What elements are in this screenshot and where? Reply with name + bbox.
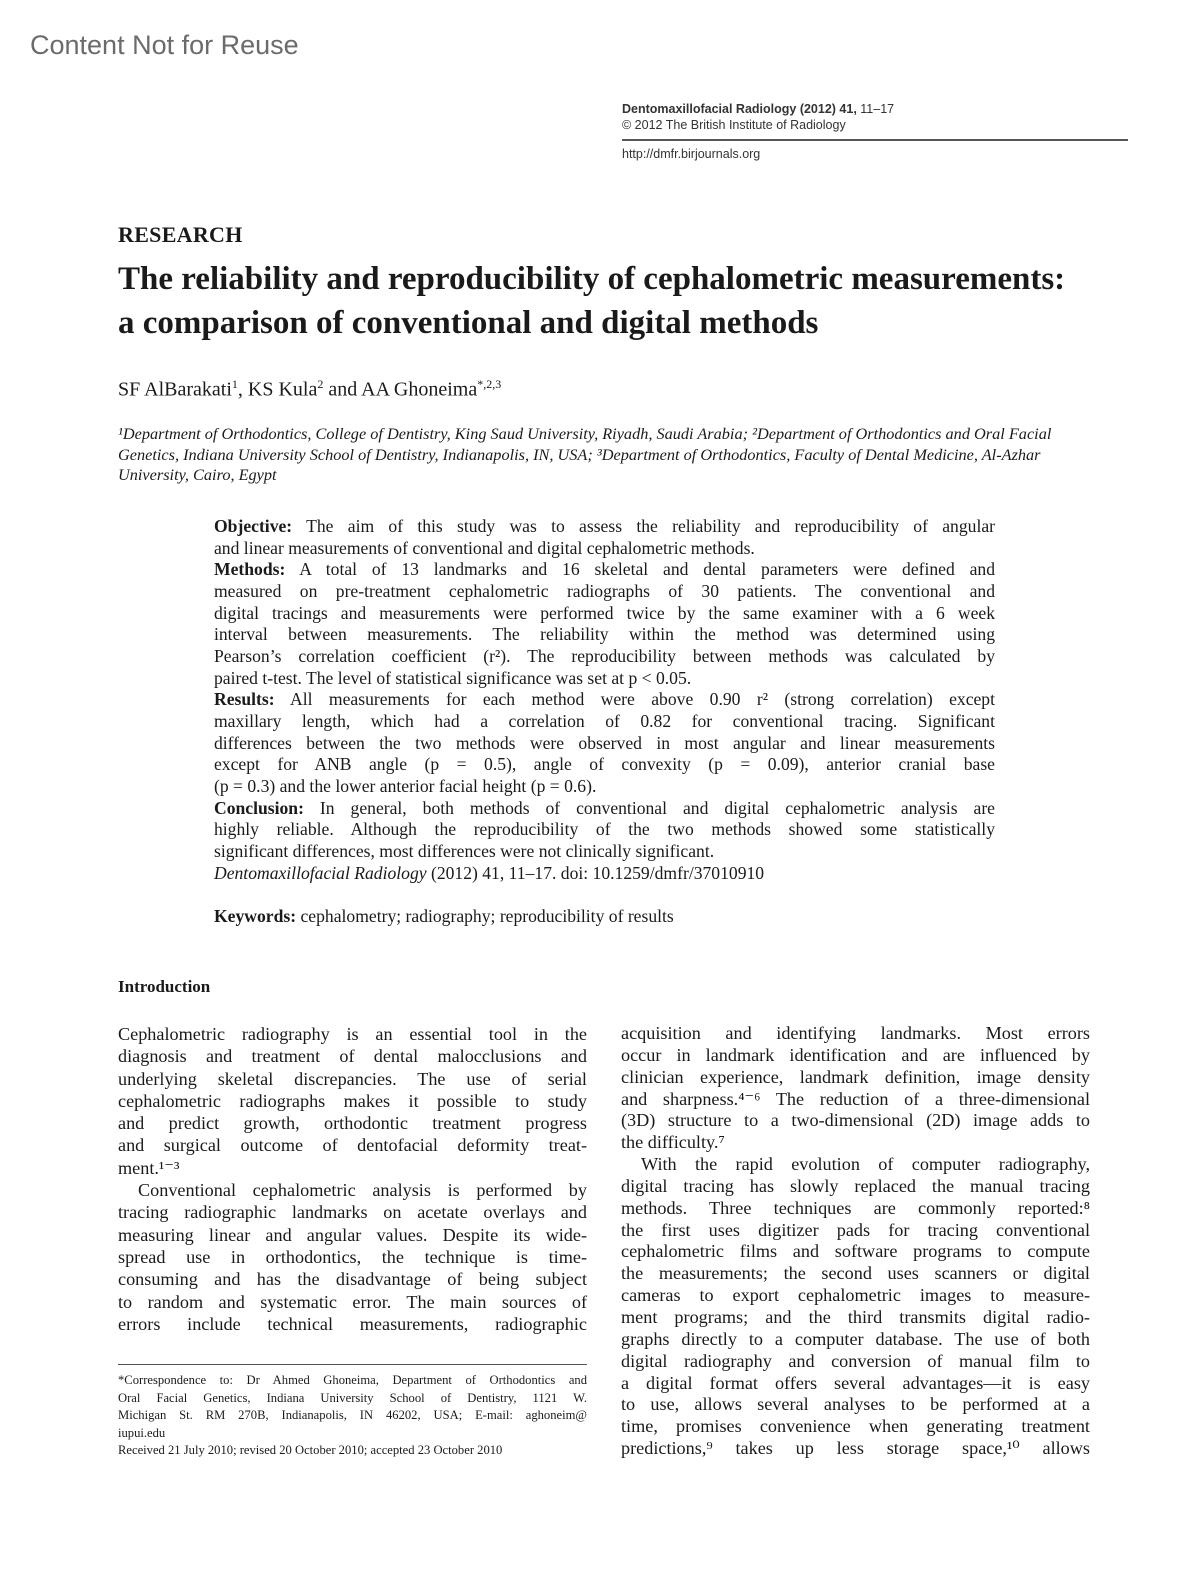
- author-name: KS Kula: [247, 378, 318, 401]
- author-separator: ,: [237, 378, 248, 401]
- line-text: Received 21 July 2010; revised 20 October 2010; accepted 23 October 2010: [118, 1443, 503, 1457]
- journal-name: Dentomaxillofacial Radiology: [214, 862, 427, 883]
- line-text: methods. Three techniques are commonly reported:⁸: [621, 1197, 1090, 1218]
- text-line: [621, 1132, 1090, 1154]
- author-affiliation-marker: 1: [231, 377, 238, 391]
- author-name: AA Ghoneima: [361, 378, 478, 401]
- line-text: graphs directly to a computer database. The use of both: [621, 1328, 1090, 1349]
- text-line: [621, 1198, 1090, 1220]
- text-line: [118, 1425, 587, 1443]
- affiliations: ¹Department of Orthodontics, College of Dentistry, King Saud University, Riyadh, Saudi Arabia; ²Department of Orthodontics and Oral Facial Genetics, Indiana University School of Dentistry, Indianapolis, IN, USA; ³Department of Orthodontics, Faculty of Dental Medicine, Al-Azhar University, Cairo, Egypt: [118, 424, 1052, 484]
- text-line: [214, 603, 995, 625]
- line-text: the measurements; the second uses scanners or digital: [621, 1263, 1090, 1284]
- line-text: diagnosis and treatment of dental malocclusions and: [118, 1046, 587, 1067]
- text-line: [118, 1390, 587, 1408]
- abstract-label: Methods:: [214, 559, 286, 580]
- text-line: [621, 1241, 1090, 1263]
- line-text: paired t-test. The level of statistical significance was set at p < 0.05.: [214, 667, 692, 688]
- line-text: In general, both methods of conventional and digital cephalometric analysis are: [303, 797, 995, 818]
- body-column-right: [621, 1023, 1090, 1460]
- text-line: [214, 798, 995, 820]
- text-line: [214, 863, 995, 885]
- text-line: [621, 1351, 1090, 1373]
- text-line: [214, 754, 995, 776]
- line-text: and surgical outcome of dentofacial deformity treat-: [118, 1135, 587, 1156]
- line-text: acquisition and identifying landmarks. Most errors: [621, 1023, 1090, 1043]
- abstract-label: Conclusion:: [214, 797, 304, 818]
- line-text: differences between the two methods were observed in most angular and linear measurements: [214, 732, 995, 753]
- text-line: [118, 1157, 587, 1179]
- text-line: [621, 1089, 1090, 1111]
- line-text: the difficulty.⁷: [621, 1132, 725, 1153]
- line-text: Michigan St. RM 270B, Indianapolis, IN 46202, USA; E-mail: aghoneim@: [118, 1408, 587, 1422]
- line-text: errors include technical measurements, radiographic: [118, 1313, 587, 1334]
- text-line: [621, 1110, 1090, 1132]
- text-line: [214, 733, 995, 755]
- abstract-label: Results:: [214, 689, 275, 710]
- line-text: the first uses digitizer pads for tracing conventional: [621, 1219, 1090, 1240]
- text-line: [214, 559, 995, 581]
- line-text: consuming and has the disadvantage of being subject: [118, 1269, 587, 1290]
- text-line: [214, 841, 995, 863]
- copyright: © 2012 The British Institute of Radiology: [622, 118, 846, 132]
- line-text: iupui.edu: [118, 1425, 166, 1440]
- line-text: Pearson’s correlation coefficient (r²). The reproducibility between methods was calculated by: [214, 645, 995, 666]
- text-line: [214, 538, 995, 560]
- text-line: [118, 1268, 587, 1290]
- line-text: to random and systematic error. The main sources of: [118, 1291, 587, 1312]
- text-line: [621, 1154, 1090, 1176]
- line-text: measured on pre-treatment cephalometric radiographs of 30 patients. The conventional and: [214, 580, 995, 601]
- text-line: [118, 1068, 587, 1090]
- text-line: [118, 1442, 587, 1460]
- line-text: and sharpness.⁴⁻⁶ The reduction of a three-dimensional: [621, 1088, 1090, 1109]
- text-line: [214, 581, 995, 603]
- author-name: SF AlBarakati: [118, 378, 232, 401]
- text-line: [118, 1090, 587, 1112]
- text-line: [621, 1067, 1090, 1089]
- line-text: (p = 0.3) and the lower anterior facial height (p = 0.6).: [214, 775, 597, 796]
- abstract: [214, 516, 995, 884]
- text-line: [118, 1179, 587, 1201]
- author-affiliation-marker: *,2,3: [477, 377, 502, 391]
- line-text: cameras to export cephalometric images to measure-: [621, 1285, 1090, 1306]
- text-line: [214, 624, 995, 646]
- line-text: to use, allows several analyses to be performed at a: [621, 1394, 1090, 1415]
- line-text: except for ANB angle (p = 0.5), angle of convexity (p = 0.09), anterior cranial base: [214, 754, 995, 775]
- journal-citation: Dentomaxillofacial Radiology (2012) 41,: [622, 102, 857, 116]
- footnote-divider: [118, 1364, 587, 1365]
- line-text: spread use in orthodontics, the technique is time-: [118, 1246, 587, 1267]
- body-column-left: [118, 1023, 587, 1335]
- text-line: [621, 1416, 1090, 1438]
- line-text: and linear measurements of conventional and digital cephalometric methods.: [214, 537, 755, 558]
- text-line: [214, 689, 995, 711]
- text-line: [621, 1220, 1090, 1242]
- line-text: measuring linear and angular values. Despite its wide-: [118, 1224, 587, 1245]
- section-label: RESEARCH: [118, 222, 243, 247]
- text-line: [214, 516, 995, 538]
- line-text: *Correspondence to: Dr Ahmed Ghoneima, Department of Orthodontics and: [118, 1373, 587, 1387]
- author-list: [118, 377, 501, 402]
- line-text: Cephalometric radiography is an essential tool in the: [118, 1024, 587, 1044]
- line-text: interval between measurements. The reliability within the method was determined using: [214, 624, 995, 645]
- line-text: cephalometric films and software programs to compute: [621, 1241, 1090, 1262]
- line-text: digital radiography and conversion of manual film to: [621, 1350, 1090, 1371]
- author-affiliation-marker: 2: [317, 377, 324, 391]
- keywords-label: Keywords:: [214, 906, 297, 926]
- line-text: Conventional cephalometric analysis is performed by: [138, 1180, 587, 1201]
- line-text: With the rapid evolution of computer radiography,: [641, 1154, 1090, 1175]
- journal-header: [622, 101, 894, 133]
- text-line: [118, 1134, 587, 1156]
- text-line: [214, 668, 995, 690]
- text-line: [118, 1407, 587, 1425]
- text-line: [621, 1373, 1090, 1395]
- line-text: tracing radiographic landmarks on acetate overlays and: [118, 1202, 587, 1223]
- keywords-text: cephalometry; radiography; reproducibility of results: [296, 906, 674, 926]
- text-line: [621, 1438, 1090, 1460]
- text-line: [118, 1224, 587, 1246]
- text-line: [118, 1201, 587, 1223]
- text-line: [118, 1045, 587, 1067]
- text-line: [214, 646, 995, 668]
- text-line: [621, 1045, 1090, 1067]
- line-text: predictions,⁹ takes up less storage space,¹⁰ allows: [621, 1438, 1090, 1459]
- line-text: highly reliable. Although the reproducibility of the two methods showed some statistically: [214, 819, 995, 840]
- line-text: digital tracing has slowly replaced the manual tracing: [621, 1175, 1090, 1196]
- line-text: A total of 13 landmarks and 16 skeletal and dental parameters were defined and: [285, 559, 995, 580]
- line-text: time, promises convenience when generating treatment: [621, 1416, 1090, 1437]
- header-divider: [622, 139, 1128, 141]
- section-heading-introduction: Introduction: [118, 977, 211, 996]
- text-line: [621, 1394, 1090, 1416]
- keywords: [214, 906, 674, 927]
- line-text: significant differences, most differences were not clinically significant.: [214, 840, 715, 861]
- line-text: clinician experience, landmark definition, image density: [621, 1066, 1090, 1087]
- abstract-label: Objective:: [214, 516, 293, 536]
- journal-url[interactable]: http://dmfr.birjournals.org: [622, 147, 761, 161]
- watermark: Content Not for Reuse: [30, 30, 299, 60]
- text-line: [118, 1246, 587, 1268]
- text-line: [621, 1176, 1090, 1198]
- line-text: underlying skeletal discrepancies. The use of serial: [118, 1068, 587, 1089]
- line-text: (3D) structure to a two-dimensional (2D) image adds to: [621, 1110, 1090, 1131]
- title-line: The reliability and reproducibility of cephalometric measurements:: [118, 261, 1066, 297]
- journal-pages: 11–17: [856, 102, 895, 116]
- text-line: [118, 1291, 587, 1313]
- line-text: digital tracings and measurements were performed twice by the same examiner with a 6 week: [214, 602, 995, 623]
- line-text: cephalometric radiographs makes it possible to study: [118, 1090, 587, 1111]
- line-text: Oral Facial Genetics, Indiana University School of Dentistry, 1121 W.: [118, 1390, 587, 1405]
- text-line: [214, 711, 995, 733]
- article-title: [118, 257, 1065, 345]
- text-line: [118, 1372, 587, 1390]
- author-separator: and: [323, 378, 362, 401]
- title-line: a comparison of conventional and digital methods: [118, 305, 819, 341]
- text-line: [214, 819, 995, 841]
- line-text: ment programs; and the third transmits digital radio-: [621, 1306, 1090, 1327]
- line-text: The aim of this study was to assess the reliability and reproducibility of angular: [292, 516, 995, 536]
- correspondence-footnote: [118, 1372, 587, 1460]
- text-line: [621, 1307, 1090, 1329]
- text-line: [621, 1263, 1090, 1285]
- line-text: occur in landmark identification and are influenced by: [621, 1044, 1090, 1065]
- line-text: ment.¹⁻³: [118, 1157, 180, 1178]
- text-line: [621, 1023, 1090, 1045]
- text-line: [621, 1329, 1090, 1351]
- line-text: (2012) 41, 11–17. doi: 10.1259/dmfr/37010910: [426, 862, 765, 883]
- line-text: and predict growth, orthodontic treatment progress: [118, 1113, 587, 1134]
- text-line: [118, 1112, 587, 1134]
- text-line: [118, 1313, 587, 1335]
- text-line: [118, 1023, 587, 1045]
- line-text: maxillary length, which had a correlation of 0.82 for conventional tracing. Significant: [214, 710, 995, 731]
- line-text: a digital format offers several advantages—it is easy: [621, 1372, 1090, 1393]
- text-line: [621, 1285, 1090, 1307]
- text-line: [214, 776, 995, 798]
- line-text: All measurements for each method were above 0.90 r² (strong correlation) except: [274, 689, 995, 710]
